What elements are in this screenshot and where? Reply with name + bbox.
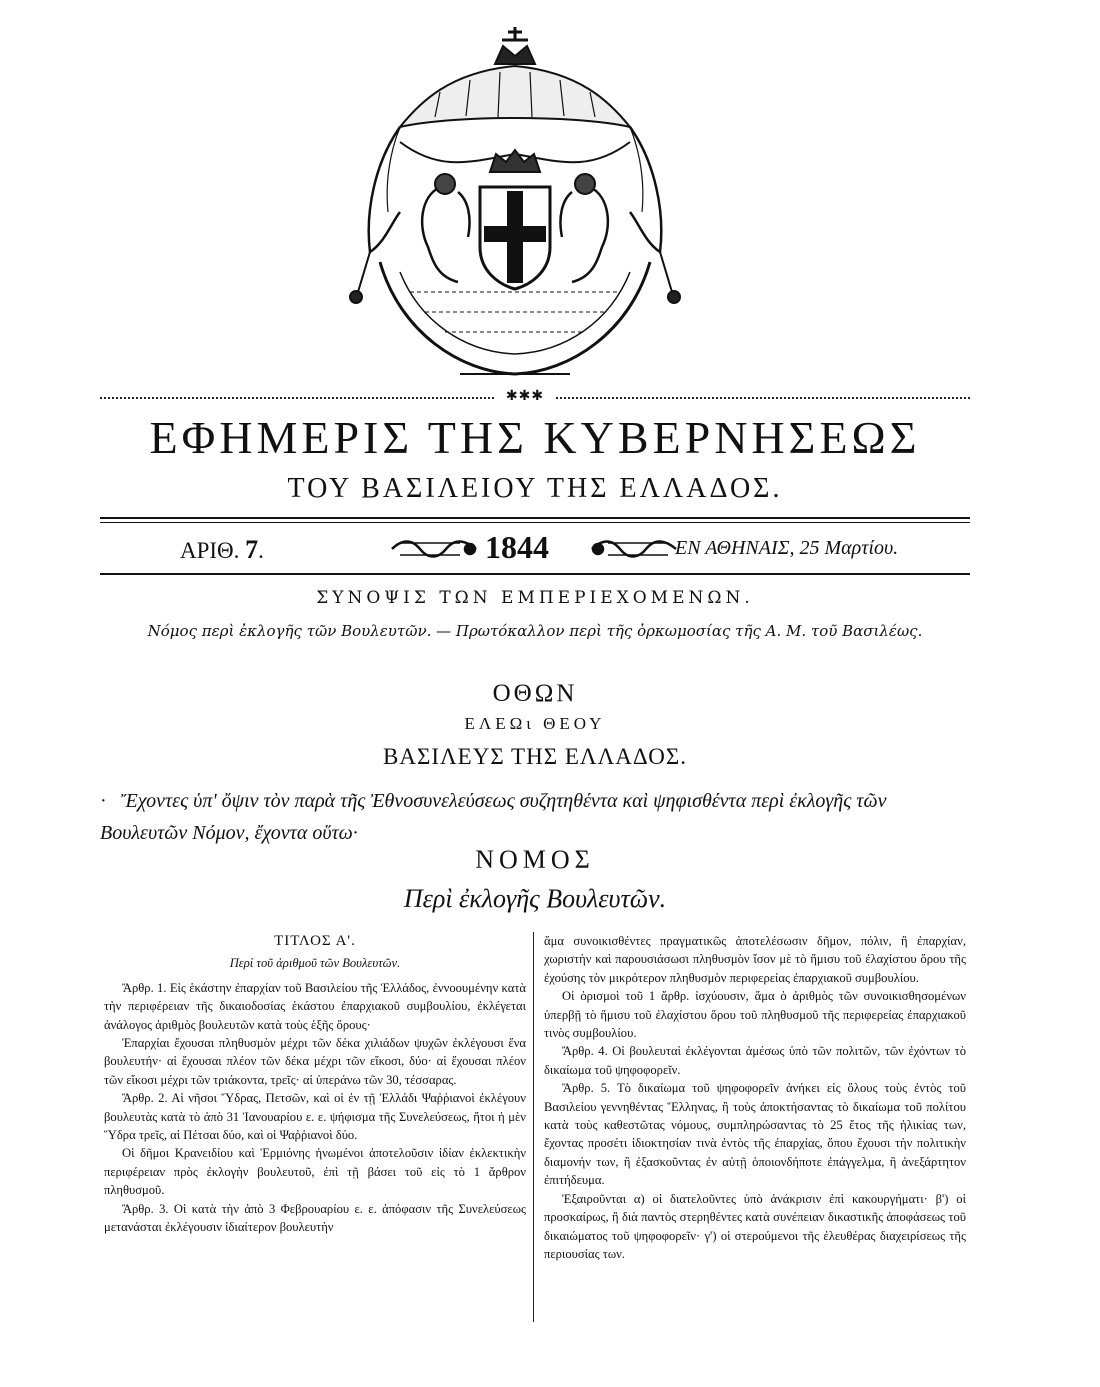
article-paragraph: ἅμα συνοικισθέντες πραγματικῶς ἀποτελέσωσιν δῆμον, πόλιν, ἢ ἐπαρχίαν, χωριστὴν καὶ παρουσιάσωσι πληθυσμὸν ἴσον μὲ τὸ ἥμισυ τοῦ ἐλαχίστου ὅρου τῆς ἐχούσης τὸν μικρότερον πληθυσμὸν περιφερείας ἐπαρχιακοῦ συμβουλίου.	[544, 934, 966, 985]
article-paragraph: Ἄρθρ. 5. Τὸ δικαίωμα τοῦ ψηφοφορεῖν ἀνήκει εἰς ὅλους τοὺς ἐντὸς τοῦ Βασιλείου γεννηθέντας Ἕλληνας, ἢ τοὺς ἀποκτήσαντας τὸ δικαίωμα τοῦ πολίτου κατὰ τοὺς καθεστῶτας νόμους, συμπληρώσαντας τὸ 25 ἔτος τῆς ἡλικίας των, ἔχοντας προσέτι ἰδιοκτησίαν τινὰ ἐντὸς τῆς ἐπαρχίας, ὅπου ἔχουσι τὴν πολιτικὴν διαμονήν των, ἢ ἐξασκοῦντας ἐν αὐτῇ ὁποιονδήποτε ἐπάγγελμα, ἢ ἀνεξάρτητον ἐπιτήδευμα.	[544, 1081, 966, 1188]
header-rule-thin	[100, 522, 970, 523]
king-title: ΒΑΣΙΛΕΥΣ ΤΗΣ ΕΛΛΑΔΟΣ.	[383, 744, 687, 769]
left-scroll-ornament-icon	[390, 537, 480, 561]
issue-number-label: ΑΡΙΘ.	[180, 538, 240, 563]
gazette-subtitle: ΤΟΥ ΒΑΣΙΛΕΙΟΥ ΤΗΣ ΕΛΛΑΔΟΣ.	[287, 473, 783, 504]
issue-year: 1844	[485, 529, 549, 565]
preamble-text: Ἔχοντες ὑπ' ὄψιν τὸν παρὰ τῆς Ἐθνοσυνελεύσεως συζητηθέντα καὶ ψηφισθέντα περὶ ἐκλογῆς τῶν Βουλευτῶν Νόμον, ἔχοντα οὕτω·	[100, 790, 887, 844]
article-paragraph: Ἐξαιροῦνται α) οἱ διατελοῦντες ὑπὸ ἀνάκρισιν ἐπὶ κακουργήματι· β') οἱ προσκαίρως, ἢ διὰ παντὸς στερηθέντες κατὰ συνέπειαν δικαστικῆς ἀποφάσεως τοῦ δικαιώματος τοῦ ψηφοφορεῖν· γ') οἱ στερούμενοι τῆς ἐλευθέρας διαχειρίσεως τῆς περιουσίας των.	[544, 1191, 966, 1261]
section-subtitle: Περὶ τοῦ ἀριθμοῦ τῶν Βουλευτῶν.	[229, 956, 401, 971]
law-heading: ΝΟΜΟΣ	[475, 845, 595, 874]
decree-preamble	[100, 785, 970, 849]
bullet-icon: ·	[100, 790, 107, 812]
synopsis-heading: ΣΥΝΟΨΙΣ ΤΩΝ ΕΜΠΕΡΙΕΧΟΜΕΝΩΝ.	[316, 588, 754, 608]
article-paragraph: Ἄρθρ. 2. Αἱ νῆσοι Ὕδρας, Πετσῶν, καὶ οἱ ἐν τῇ Ἑλλάδι Ψαῤῥιανοὶ ἐκλέγουν βουλευτὰς κατὰ τὸ ἀπὸ 31 Ἰανουαρίου ε. ε. ψήφισμα τῆς Συνελεύσεως, ἤτοι ἡ μὲν Ὕδρα τρεῖς, αἱ Πέτσαι δύο, καὶ οἱ Ψαῤῥιανοὶ δύο.	[104, 1091, 526, 1143]
article-paragraph: Ἄρθρ. 1. Εἰς ἑκάστην ἐπαρχίαν τοῦ Βασιλείου τῆς Ἑλλάδος, ἐννοουμένην κατὰ τὴν περιφέρειαν τῆς δικαιοδοσίας ἑκάστου ἐπαρχιακοῦ συμβουλίου, ἐκλέγεται ἀνάλογος ἀριθμὸς βουλευτῶν κατὰ τοὺς ἑξῆς ὅρους·	[104, 980, 526, 1032]
gazette-title: ΕΦΗΜΕΡΙΣ ΤΗΣ ΚΥΒΕΡΝΗΣΕΩΣ	[149, 412, 921, 463]
header-rule-bottom	[100, 573, 970, 575]
article-paragraph: Οἱ δῆμοι Κρανειδίου καὶ Ἑρμιόνης ἡνωμένοι ἀποτελοῦσιν ἰδίαν ἐκλεκτικὴν περιφέρειαν πρὸς ἐκλογὴν βουλευτοῦ, ἐπὶ τῇ βάσει τοῦ εἰς τὸ 1 ἄρθρον πληθυσμοῦ.	[104, 1146, 526, 1198]
issue-line	[100, 527, 970, 567]
column-divider	[533, 932, 534, 1322]
right-scroll-ornament-icon	[588, 537, 678, 561]
king-name: ΟΘΩΝ	[492, 680, 578, 707]
issue-number-value: 7	[245, 535, 259, 564]
right-column	[544, 932, 966, 1263]
section-heading: ΤΙΤΛΟΣ Α'.	[274, 933, 356, 949]
rule-ornament-icon: ✱✱✱	[495, 388, 555, 404]
article-paragraph: Ἄρθρ. 3. Οἱ κατὰ τὴν ἀπὸ 3 Φεβρουαρίου ε. ε. ἀπόφασιν τῆς Συνελεύσεως μετανάσται ἐκλέγουσιν ἰδιαίτερον βουλευτὴν	[104, 1201, 526, 1235]
article-paragraph: Οἱ ὁρισμοὶ τοῦ 1 ἄρθρ. ἰσχύουσιν, ἅμα ὁ ἀριθμὸς τῶν συνοικισθησομένων ὑπερβῇ τὸ ἥμισυ τοῦ ἐλαχίστου ὅρου τοῦ πληθυσμοῦ τῆς περιφερείας ἐπαρχιακοῦ τινὸς συμβουλίου.	[544, 989, 966, 1041]
synopsis-text: Νόμος περὶ ἐκλογῆς τῶν Βουλευτῶν. — Πρωτόκαλλον περὶ τῆς ὁρκωμοσίας τῆς Α. Μ. τοῦ Βασιλέως.	[147, 622, 923, 640]
left-column	[104, 932, 526, 1237]
article-paragraph: Ἐπαρχίαι ἔχουσαι πληθυσμὸν μέχρι τῶν δέκα χιλιάδων ψυχῶν ἐκλέγουσι ἕνα βουλευτήν· αἱ ἔχουσαι πλέον τῶν δέκα μέχρι τῶν εἴκοσι, δύο· αἱ ἔχουσαι πλέον τῶν εἴκοσι μέχρι τῶν τριάκοντα, τρεῖς· αἱ ὑπεράνω τῶν 30, τέσσαρας.	[104, 1036, 526, 1087]
issue-number: ΑΡΙΘ. 7.	[180, 535, 264, 564]
header-rule-top	[100, 517, 970, 519]
issue-place-date: ΕΝ ΑΘΗΝΑΙΣ, 25 Μαρτίου.	[675, 537, 899, 559]
law-title: Περὶ ἐκλογῆς Βουλευτῶν.	[403, 884, 667, 913]
by-grace-of-god: ΕΛΕΩι ΘΕΟΥ	[464, 714, 606, 733]
coat-of-arms-emblem	[330, 22, 700, 394]
article-paragraph: Ἄρθρ. 4. Οἱ βουλευταὶ ἐκλέγονται ἀμέσως ὑπὸ τῶν πολιτῶν, τῶν ἐχόντων τὸ δικαίωμα τοῦ ψηφοφορεῖν.	[544, 1044, 966, 1077]
